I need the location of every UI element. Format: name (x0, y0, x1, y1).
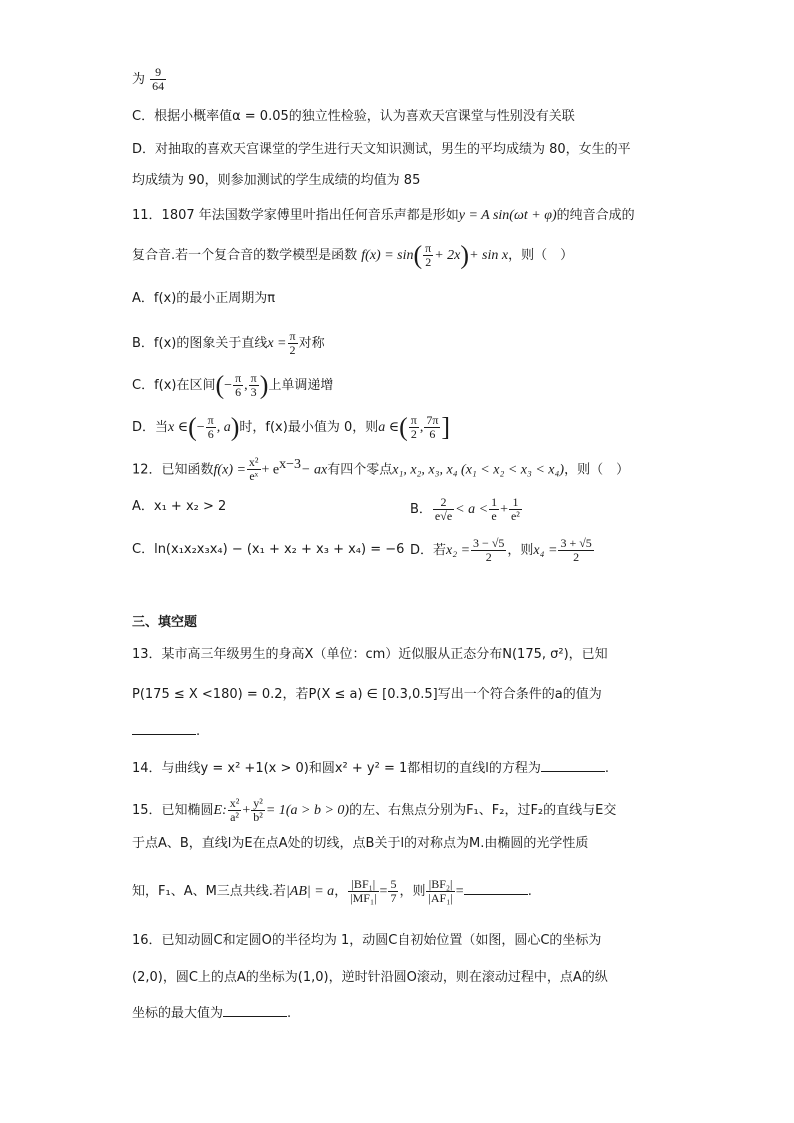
frac-den: 2 (573, 550, 580, 564)
frac-num: 1 (491, 495, 498, 509)
q11-stem-text3: 复合音.若一个复合音的数学模型是函数 (132, 248, 358, 263)
q13-end: . (196, 724, 201, 739)
q15-line3 (132, 878, 532, 905)
q14-end: . (604, 761, 610, 776)
q15-text: 15．已知椭圆 (132, 803, 214, 818)
frac-num: π (235, 371, 242, 385)
frac-den: |MF₁| (350, 891, 377, 905)
q12-optb-label: B． (410, 502, 432, 517)
q12-end: ，则（ ） (564, 462, 630, 478)
frac-num: |BF₂| (426, 878, 454, 892)
q13-line2: P(175 ≤ X <180) = 0.2，若P(X ≤ a) ∈ [0.3,0.5]写出一个符合条件的a的值为 (132, 687, 602, 702)
q13-answer-blank[interactable] (132, 722, 196, 735)
q15-eq2: = (455, 884, 464, 899)
q12-optd-text: D．若 (410, 543, 447, 558)
frac-num: π (207, 413, 214, 427)
q15-frac5 (426, 878, 454, 905)
q10-frac-num: 9 (150, 66, 166, 80)
frac-den: 2 (485, 550, 492, 564)
q12-tail: − ax (301, 462, 328, 478)
frac-num: 3 + √5 (560, 536, 592, 550)
q15-eq: = 1(a > b > 0) (265, 803, 350, 818)
q12-option-a: A．x₁ + x₂ > 2 (132, 499, 227, 514)
q11-optd-x: x ∈ (168, 420, 189, 435)
q11-option-b (132, 330, 325, 357)
frac-den: 7 (390, 891, 397, 905)
frac-num: 3 − √5 (473, 536, 505, 550)
frac-den: |AF₁| (428, 891, 453, 905)
q12-option-c: C．ln(x₁x₂x₃x₄) − (x₁ + x₂ + x₃ + x₄) = −6 (132, 542, 405, 557)
q10-option-d-line1: D．对抽取的喜欢天宫课堂的学生进行天文知识测试，男生的平均成绩为 80，女生的平 (132, 142, 631, 157)
q11-option-d: D．当x ∈(− $\frac{\pi}{6}$ , a)时，f(x)最小值为 0，则a ∈( $\frac{\pi}{2}$ , $\frac{7\pi}{6}$ ] (132, 412, 451, 442)
q11-optd-frac1 (206, 414, 216, 441)
q15-eq1: = (379, 884, 388, 899)
q15-line2: 于点A、B，直线l为E在点A处的切线，点B关于l的对称点为M.由椭圆的光学性质 (132, 836, 589, 851)
frac-num: x² (248, 455, 259, 470)
q12-zeros: x₁, x₂, x₃, x₄ (x₁ < x₂ < x₃ < x₄) (392, 462, 565, 478)
section-heading: 三、填空题 (132, 615, 198, 630)
frac-den: a² (230, 810, 240, 824)
q11-optd-text: D．当 (132, 420, 169, 435)
q11-end: ，则（ ） (508, 248, 574, 263)
q15-ab: |AB| = a (285, 884, 335, 899)
q12-exp-base: + e (261, 462, 280, 478)
q11-optc-frac2 (249, 372, 259, 399)
q11-stem-text2: 的纯音合成的 (556, 208, 635, 223)
q11-optd-mid: 时，f(x)最小值为 0，则 (239, 420, 379, 435)
frac-den: 6 (429, 427, 436, 441)
q12-option-b (410, 496, 523, 523)
q10-frac-den: 64 (152, 79, 165, 93)
q12-optd-then: ，则 (507, 543, 534, 558)
q12-optd-frac2 (558, 537, 593, 564)
q11-function: f(x) = sin (361, 248, 414, 263)
q15-frac2 (251, 797, 265, 824)
frac-den: eˣ (249, 469, 259, 484)
q15-end: . (527, 884, 532, 899)
q10-prefix: 为 (132, 72, 146, 87)
frac-num: 5 (390, 877, 397, 891)
q16-line1: 16．已知动圆C和定圆O的半径均为 1，动圆C自初始位置（如图，圆心C的坐标为 (132, 933, 602, 948)
q11-stem-text: 11．1807 年法国数学家傅里叶指出任何音乐声都是形如 (132, 208, 459, 223)
q16-line2: (2,0)，圆C上的点A的坐标为(1,0)，逆时针沿圆O滚动，则在滚动过程中，点A的纵 (132, 970, 608, 985)
q11-tail: + sin x (469, 248, 509, 263)
q16-answer-blank[interactable] (223, 1004, 287, 1017)
q15-comma: ， (334, 884, 348, 899)
q11-formula: y = A sin(ωt + φ) (458, 208, 557, 223)
q12-exponent: x−3 (279, 457, 302, 472)
q14-answer-blank[interactable] (541, 759, 605, 772)
q10-fraction (150, 66, 166, 93)
q11-optc-frac1 (233, 372, 243, 399)
q11-optd-a: a ∈ (378, 420, 400, 435)
q12-function: f(x) = (213, 462, 246, 478)
q13-line3 (132, 722, 200, 741)
q12-optb-frac3 (509, 496, 522, 523)
frac-num: π (425, 241, 432, 255)
frac-den: 6 (235, 385, 242, 399)
q11-option-a: A．f(x)的最小正周期为π (132, 291, 276, 306)
q15-line1 (132, 797, 616, 824)
frac-num: 1 (509, 496, 522, 510)
q10-option-c: C．根据小概率值α = 0.05的独立性检验，认为喜欢天宫课堂与性别没有关联 (132, 109, 575, 124)
q15-frac4 (388, 878, 398, 905)
q12-stem-text: 12．已知函数 (132, 462, 214, 478)
frac-den: e (491, 509, 497, 523)
frac-num: π (289, 329, 296, 343)
q15-answer-blank[interactable] (464, 882, 528, 895)
q12-optd-frac1 (471, 537, 506, 564)
q16-line3 (132, 1004, 291, 1023)
q15-E: E: (213, 803, 227, 818)
q15-plus: + (242, 803, 251, 818)
q16-end: . (287, 1006, 292, 1021)
q10-continuation (132, 66, 167, 93)
q11-optb-x: x = (267, 336, 287, 351)
frac-num: 7π (426, 413, 439, 427)
q15-text3: 知，F₁、A、M三点共线.若 (132, 884, 286, 899)
q12-stem-text2: 有四个零点 (327, 462, 393, 478)
frac-num: |BF₁| (348, 878, 378, 892)
frac-num: 2 (433, 496, 454, 510)
frac-num: π (250, 371, 257, 385)
q16-text: 坐标的最大值为 (132, 1006, 224, 1021)
q12-option-d (410, 537, 595, 564)
frac-num: y² (253, 796, 263, 810)
frac-den: e² (510, 509, 520, 523)
q12-optd-x2: x₂ = (446, 543, 471, 558)
frac-den: 2 (410, 427, 417, 441)
q15-frac1 (228, 797, 242, 824)
frac-den: b² (253, 810, 263, 824)
q11-optc-tail: 上单调递增 (268, 378, 334, 393)
q11-optb-frac (288, 330, 298, 357)
q12-frac (247, 456, 261, 483)
frac-num: x² (229, 796, 240, 810)
frac-den: 2 (289, 343, 296, 357)
q14-line (132, 759, 609, 778)
q11-stem-line1 (132, 207, 635, 225)
q11-optb-tail: 对称 (298, 336, 325, 351)
q12-optb-frac2 (489, 496, 499, 523)
q15-frac3 (348, 878, 378, 905)
frac-den: 2 (425, 255, 432, 269)
q15-text2: 的左、右焦点分别为F₁、F₂，过F₂的直线与E交 (349, 803, 617, 818)
q11-stem-line2: 复合音.若一个复合音的数学模型是函数 f(x) = sin( $\frac{\pi}{2}$ + 2x)+ sin x，则（ ） (132, 240, 574, 270)
frac-den: 6 (207, 427, 214, 441)
q12-optb-plus: + (500, 502, 508, 517)
q11-pi-half (423, 242, 433, 269)
q13-line1: 13．某市高三年级男生的身高X（单位：cm）近似服从正态分布N(175, σ²)，已知 (132, 647, 608, 662)
q11-optd-frac3 (424, 414, 440, 441)
q10-option-d-line2: 均成绩为 90，则参加测试的学生成绩的均值为 85 (132, 173, 421, 188)
q12-stem (132, 456, 629, 483)
q11-optb-text: B．f(x)的图象关于直线 (132, 336, 268, 351)
frac-num: π (410, 413, 417, 427)
q12-optb-frac1 (433, 496, 454, 523)
q15-then: ，则 (399, 884, 426, 899)
q14-text: 14．与曲线y = x² +1(x > 0)和圆x² + y² = 1都相切的直线l的方程为 (132, 761, 541, 776)
frac-den: e√e (434, 509, 453, 523)
frac-den: 3 (250, 385, 257, 399)
q11-option-c: C．f(x)在区间(− $\frac{\pi}{6}$ , $\frac{\pi}{3}$ )上单调递增 (132, 370, 334, 400)
q11-arg: + 2x (434, 248, 461, 263)
q11-optc-text: C．f(x)在区间 (132, 378, 216, 393)
q12-optd-x4: x₄ = (533, 543, 558, 558)
q12-optb-ineq: < a < (455, 502, 489, 517)
q11-optd-frac2 (409, 414, 419, 441)
